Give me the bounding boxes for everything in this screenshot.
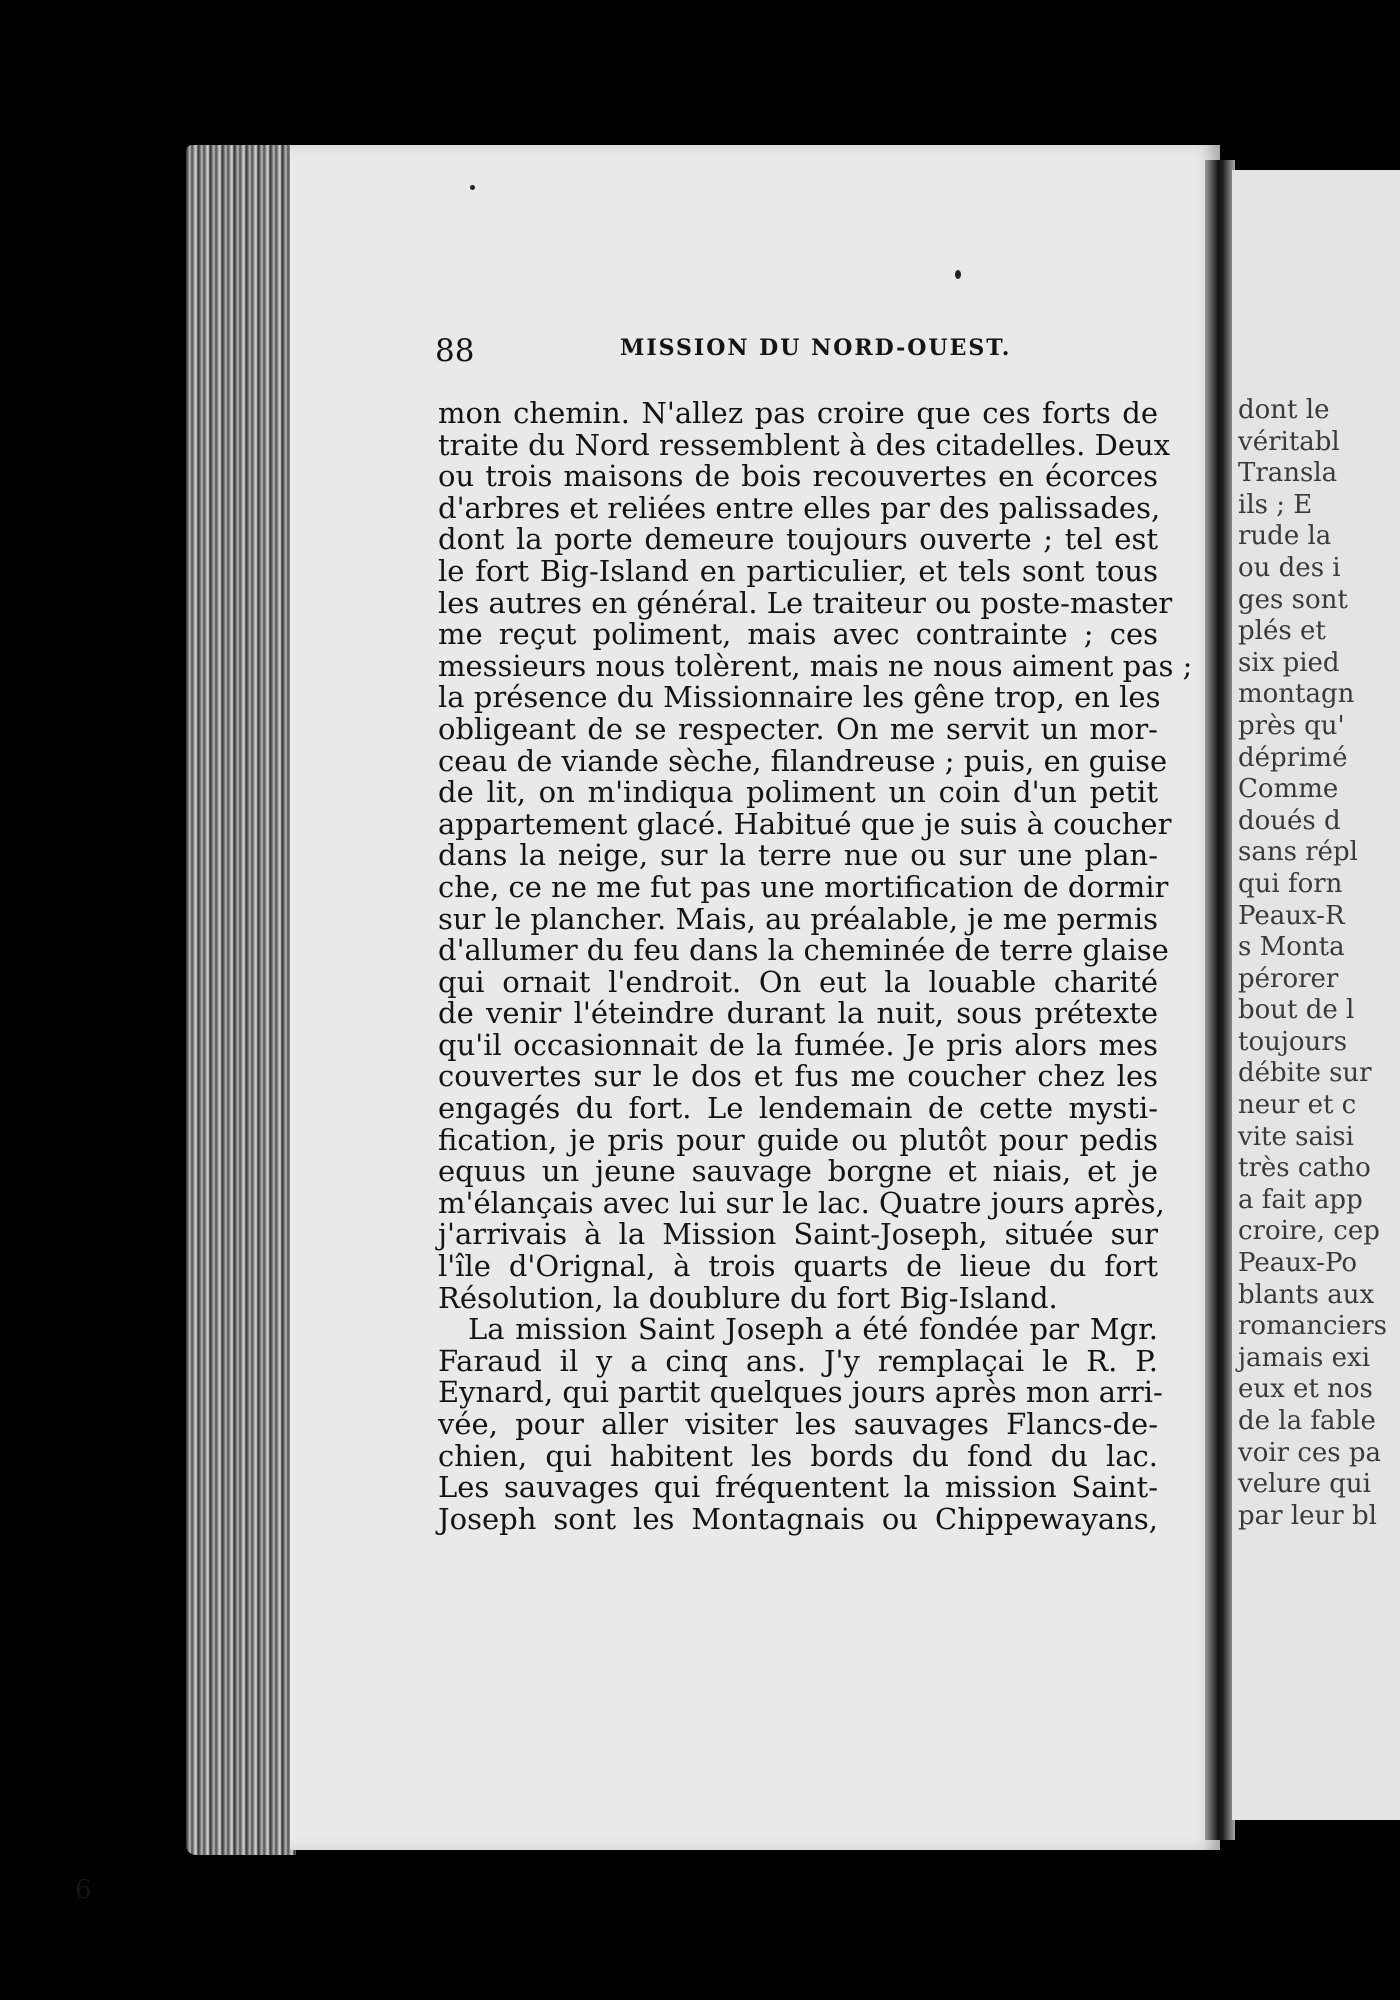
text-line: d'allumer du feu dans la cheminée de terre glaise [438, 933, 1169, 968]
text-line: qui ornait l'endroit. On eut la louable charité [438, 964, 1158, 999]
text-line: La mission Saint Joseph a été fondée par Mgr. [468, 1312, 1158, 1347]
text-line: s Monta [1238, 932, 1345, 963]
text-line: me reçut poliment, mais avec contrainte ; ces [438, 617, 1158, 652]
text-line: véritabl [1238, 426, 1340, 457]
text-line: fication, je pris pour guide ou plutôt pour pedis [438, 1122, 1158, 1157]
text-line: l'île d'Orignal, à trois quarts de lieue du fort [438, 1249, 1158, 1284]
text-line: Comme [1238, 774, 1339, 805]
book-gutter [1205, 160, 1235, 1840]
text-line: Eynard, qui partit quelques jours après mon arri- [438, 1375, 1163, 1410]
page-number: 88 [435, 333, 475, 369]
text-line: a fait app [1238, 1184, 1363, 1215]
text-line: chien, qui habitent les bords du fond du lac. [438, 1438, 1158, 1473]
text-line: velure qui [1238, 1469, 1371, 1500]
text-line: couvertes sur le dos et fus me coucher chez les [438, 1059, 1158, 1094]
text-line: débite sur [1238, 1058, 1372, 1089]
text-line: ils ; E [1238, 489, 1313, 520]
text-line: pérorer [1238, 963, 1339, 994]
text-line: voir ces pa [1238, 1437, 1382, 1468]
text-line: le fort Big-Island en particulier, et tels sont tous [438, 553, 1158, 588]
text-line: les autres en général. Le traiteur ou poste-master [438, 585, 1173, 620]
text-line: de venir l'éteindre durant la nuit, sous prétexte [438, 996, 1158, 1031]
text-line: Peaux-R [1238, 900, 1345, 931]
running-head: MISSION DU NORD-OUEST. [620, 335, 1012, 361]
text-line: de lit, on m'indiqua poliment un coin d'un petit [438, 775, 1158, 810]
text-line: mon chemin. N'allez pas croire que ces forts de [438, 396, 1158, 430]
text-line: Transla [1238, 458, 1338, 489]
text-line: obligeant de se respecter. On me servit un mor- [438, 711, 1158, 746]
body-text [438, 396, 1193, 1536]
signature-mark: 6 [75, 1875, 92, 1905]
text-line: d'arbres et reliées entre elles par des palissades, [438, 490, 1161, 525]
text-line: Peaux-Po [1238, 1248, 1358, 1279]
text-line: j'arrivais à la Mission Saint-Joseph, située sur [438, 1217, 1158, 1252]
text-line: romanciers [1238, 1311, 1388, 1342]
text-line: Faraud il y a cinq ans. J'y remplaçai le R. P. [438, 1343, 1158, 1378]
text-line: Résolution, la doublure du fort Big-Island. [438, 1280, 1058, 1315]
text-line: appartement glacé. Habitué que je suis à coucher [438, 806, 1172, 841]
text-line: dont la porte demeure toujours ouverte ; tel est [438, 522, 1158, 557]
ink-speck [955, 270, 961, 279]
text-line: sur le plancher. Mais, au préalable, je me permis [438, 901, 1158, 936]
text-line: qui forn [1238, 868, 1343, 899]
text-line: de la fable [1238, 1406, 1376, 1436]
text-line: ceau de viande sèche, filandreuse ; puis, en guise [438, 743, 1168, 778]
text-line: bout de l [1238, 995, 1355, 1026]
text-line: Les sauvages qui fréquentent la mission Saint- [438, 1470, 1158, 1505]
page-edges [186, 145, 296, 1855]
text-line: vite saisi [1238, 1121, 1354, 1152]
text-line: six pied [1238, 647, 1340, 678]
text-line: che, ce ne me fut pas une mortification de dormir [438, 869, 1169, 904]
text-line: près qu' [1238, 710, 1345, 741]
text-line: vée, pour aller visiter les sauvages Flancs-de- [438, 1407, 1158, 1441]
text-line: messieurs nous tolèrent, mais ne nous aiment pas ; [438, 648, 1193, 683]
text-line: rude la [1238, 521, 1332, 552]
text-line: déprimé [1238, 742, 1348, 773]
right-page [1232, 170, 1400, 1820]
text-line: ou trois maisons de bois recouvertes en écorces [438, 459, 1158, 494]
text-line: la présence du Missionnaire les gêne trop, en les [438, 680, 1161, 715]
text-line: m'élançais avec lui sur le lac. Quatre jours après, [438, 1185, 1165, 1220]
text-line: eux et nos [1238, 1374, 1373, 1405]
text-line: ges sont [1238, 584, 1348, 615]
text-line: plés et [1238, 616, 1326, 647]
ink-speck [470, 185, 475, 190]
text-line: traite du Nord ressemblent à des citadelles. Deux [438, 427, 1171, 462]
right-page-text [1238, 395, 1400, 1532]
text-line: sans répl [1238, 837, 1358, 868]
text-line: dont le [1238, 395, 1330, 425]
text-line: par leur bl [1238, 1500, 1377, 1531]
text-line: blants aux [1238, 1279, 1375, 1310]
text-line: très catho [1238, 1153, 1371, 1184]
text-line: ou des i [1238, 552, 1341, 583]
text-line: montagn [1238, 679, 1355, 710]
text-line: equus un jeune sauvage borgne et niais, et je [438, 1154, 1158, 1189]
text-line: toujours [1238, 1026, 1348, 1057]
text-line: Joseph sont les Montagnais ou Chippewayans, [438, 1501, 1158, 1536]
text-line: qu'il occasionnait de la fumée. Je pris alors mes [438, 1027, 1158, 1062]
text-line: engagés du fort. Le lendemain de cette mysti- [438, 1091, 1158, 1126]
text-line: croire, cep [1238, 1216, 1380, 1247]
text-line: doués d [1238, 805, 1341, 836]
text-line: dans la neige, sur la terre nue ou sur une plan- [438, 838, 1158, 873]
text-line: jamais exi [1238, 1342, 1371, 1373]
text-line: neur et c [1238, 1090, 1357, 1121]
